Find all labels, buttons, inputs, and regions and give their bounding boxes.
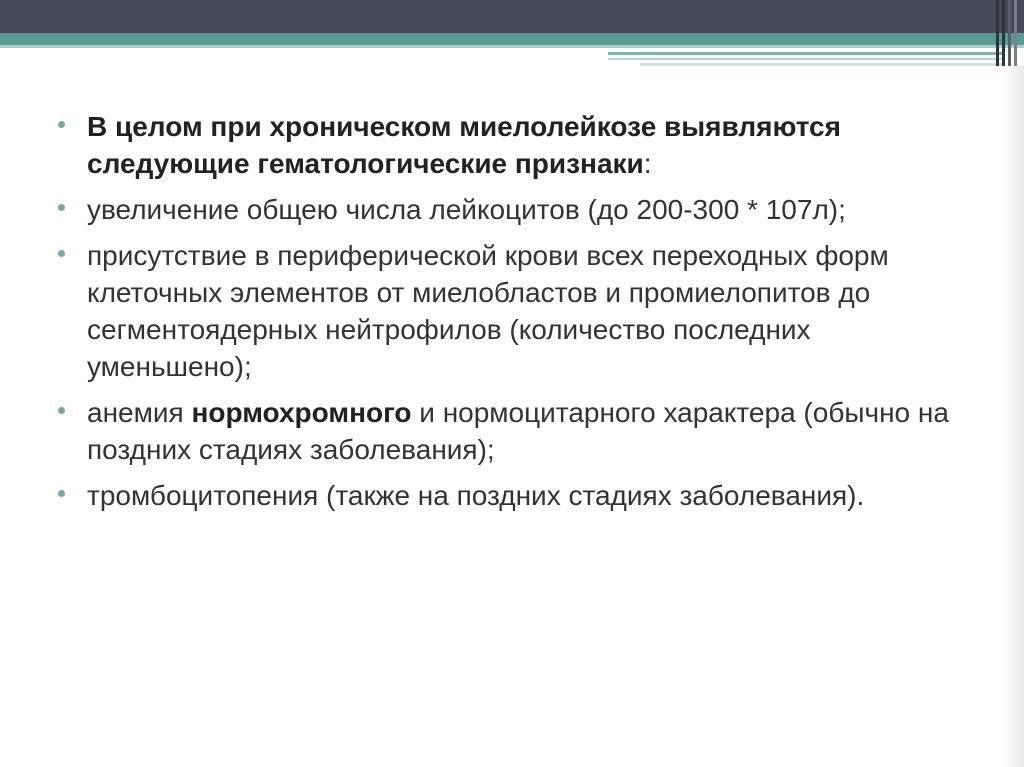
decorative-line <box>640 63 1004 66</box>
decorative-stripe <box>1008 0 1011 66</box>
bullet-icon <box>58 204 65 211</box>
bullet-icon <box>58 250 65 257</box>
decorative-stripe <box>996 0 999 66</box>
page-edge-shadow <box>1004 66 1024 767</box>
decorative-stripe <box>1002 0 1005 66</box>
intro-text: В целом при хроническом миелолейкозе выявляются следующие гематологические признаки <box>87 111 841 179</box>
bullet-icon <box>58 121 65 128</box>
list-item-text: тромбоцитопения (также на поздних стадиях заболевания). <box>87 480 865 511</box>
intro-colon: : <box>643 148 652 179</box>
bullet-list <box>58 108 958 523</box>
list-item-text: увеличение общею числа лейкоцитов (до 200-300 * 107л); <box>87 194 846 225</box>
decorative-line <box>608 52 1004 55</box>
decorative-stripe <box>1014 0 1017 66</box>
list-item-text: присутствие в периферической крови всех переходных форм клеточных элементов от миелобластов и промиелопитов до сегментоядерных нейтрофилов (количество последних уменьшено); <box>87 240 889 382</box>
decorative-line <box>608 58 1004 60</box>
emphasis-text: нормохромного <box>191 397 412 428</box>
bullet-icon <box>58 407 65 414</box>
bullet-icon <box>58 490 65 497</box>
list-item-text: анемия <box>87 397 192 428</box>
header-accent-line <box>0 45 1024 48</box>
header-accent-band <box>0 33 1024 45</box>
header-bar <box>0 0 1024 33</box>
list-item <box>58 237 958 385</box>
list-item <box>58 108 958 182</box>
list-item-text: и нормоцитарного характера (обычно на поздних стадиях заболевания); <box>87 397 949 465</box>
list-item <box>58 477 958 514</box>
list-item <box>58 191 958 228</box>
list-item <box>58 394 958 468</box>
